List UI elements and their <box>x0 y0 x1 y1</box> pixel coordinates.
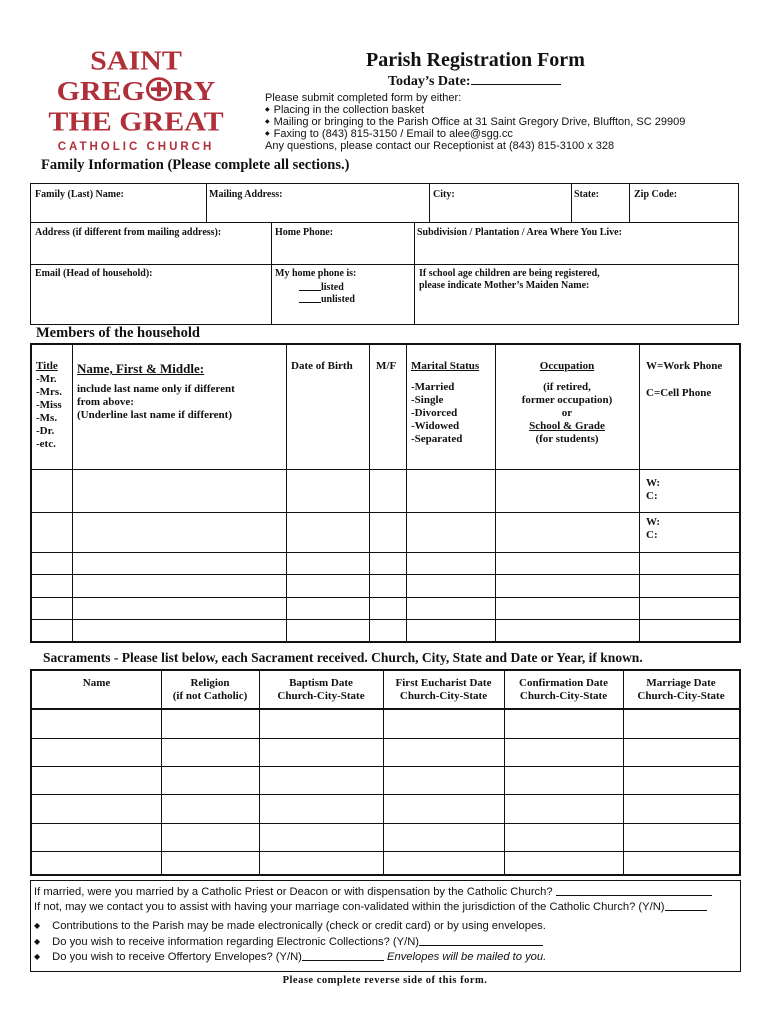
title-column-header <box>36 360 62 451</box>
divider <box>571 184 572 222</box>
marital-divorced: -Divorced <box>411 407 458 419</box>
sac-col-name-label: Name <box>82 677 111 689</box>
school-grade-label: School & Grade <box>529 420 605 432</box>
occ-note-1: (if retired, <box>543 381 591 393</box>
logo-text-greg: GREG <box>56 76 146 107</box>
title-opt-miss: -Miss <box>36 399 62 411</box>
title-opt-etc: -etc. <box>36 438 56 450</box>
household-table <box>30 343 741 643</box>
title-opt-mrs: -Mrs. <box>36 386 62 398</box>
sac-col-confirmation-l1: Confirmation Date <box>519 677 608 689</box>
divider <box>32 597 739 598</box>
reverse-side-note: Please complete reverse side of this form. <box>282 975 488 986</box>
name-note-1: include last name only if different <box>77 383 235 395</box>
alt-address-field[interactable]: Address (if different from mailing address): <box>35 227 222 238</box>
catholic-marriage-question[interactable] <box>34 885 712 898</box>
divider <box>32 574 739 575</box>
dob-column-header: Date of Birth <box>291 360 353 372</box>
b2-text: Do you wish to receive information regarding Electronic Collections? (Y/N) <box>52 936 420 948</box>
row2-work-label: W: <box>646 516 661 528</box>
divider <box>32 552 739 553</box>
zip-code-field[interactable]: Zip Code: <box>634 189 678 200</box>
sac-col-marriage-l2: Church-City-State <box>637 690 725 702</box>
marital-separated: -Separated <box>411 433 463 445</box>
row1-cell-label: C: <box>646 490 658 502</box>
date-label: Today’s Date: <box>388 74 471 89</box>
occ-note-2: former occupation) <box>521 394 613 406</box>
sac-col-baptism-l1: Baptism Date <box>289 677 353 689</box>
school-children-note: If school age children are being registered, <box>419 268 600 279</box>
state-field[interactable]: State: <box>574 189 599 200</box>
q2-text: If not, may we contact you to assist with having your marriage con-validated within the jurisdiction of the Catholic Church? (Y/N) <box>34 901 665 913</box>
sac-col-confirmation <box>504 677 623 703</box>
q2-blank[interactable] <box>665 900 707 911</box>
logo-line-saint: SAINT <box>90 45 182 76</box>
sac-col-baptism <box>259 677 383 703</box>
row1-work-label: W: <box>646 477 661 489</box>
listed-blank[interactable] <box>299 280 321 291</box>
home-phone-field[interactable]: Home Phone: <box>275 227 334 238</box>
marital-single: -Single <box>411 394 444 406</box>
title-opt-dr: -Dr. <box>36 425 55 437</box>
logo-line-catholic-church: CATHOLIC CHURCH <box>57 141 215 153</box>
convalidation-question[interactable] <box>34 900 707 913</box>
marital-widowed: -Widowed <box>411 420 460 432</box>
marital-options <box>411 381 462 446</box>
maiden-name-label: please indicate Mother’s Maiden Name: <box>419 280 590 291</box>
offertory-envelopes-question[interactable] <box>34 950 546 963</box>
row2-phone-cell[interactable] <box>646 516 660 542</box>
sac-col-confirmation-l2: Church-City-State <box>519 690 608 702</box>
divider <box>31 264 738 265</box>
maiden-name-field[interactable] <box>419 268 600 292</box>
sacraments-heading: Sacraments - Please list below, each Sacrament received. Church, City, State and Date or Year, if known. <box>43 650 643 665</box>
b2-blank[interactable] <box>419 935 543 946</box>
sac-col-marriage-l1: Marriage Date <box>646 677 716 689</box>
sac-col-eucharist <box>383 677 504 703</box>
divider <box>271 222 272 324</box>
subdivision-field[interactable]: Subdivision / Plantation / Area Where You Live: <box>417 227 622 238</box>
sac-col-name <box>32 677 161 690</box>
row1-phone-cell[interactable] <box>646 477 660 503</box>
divider <box>31 222 738 223</box>
name-column-header: Name, First & Middle: <box>77 361 205 376</box>
marital-married: -Married <box>411 381 455 393</box>
divider <box>414 222 415 324</box>
city-field[interactable]: City: <box>433 189 455 200</box>
sac-col-religion <box>161 677 259 703</box>
instruction-basket: ◆ Placing in the collection basket <box>265 104 685 116</box>
divider <box>32 738 739 739</box>
date-blank[interactable] <box>471 72 561 85</box>
sac-col-religion-l1: Religion <box>190 677 230 689</box>
divider <box>32 766 739 767</box>
for-students-label: (for students) <box>535 433 599 445</box>
occupation-note <box>495 381 639 446</box>
parish-logo <box>38 46 234 153</box>
q1-blank[interactable] <box>556 885 712 896</box>
divider <box>32 823 739 824</box>
name-note-2: from above: <box>77 396 134 408</box>
unlisted-option[interactable] <box>299 292 355 305</box>
logo-text-ry: RY <box>173 76 216 107</box>
divider <box>32 469 739 470</box>
cell-phone-legend: C=Cell Phone <box>646 387 712 399</box>
contributions-note: ◆ Contributions to the Parish may be made electronically (check or credit card) or by using envelopes. <box>34 920 546 932</box>
mf-column-header: M/F <box>376 360 397 372</box>
email-field[interactable]: Email (Head of household): <box>35 268 153 279</box>
instruction-questions: Any questions, please contact our Receptionist at (843) 815-3100 x 328 <box>265 140 615 152</box>
sac-col-baptism-l2: Church-City-State <box>277 690 365 702</box>
sac-col-marriage <box>623 677 739 703</box>
unlisted-blank[interactable] <box>299 292 321 303</box>
row2-cell-label: C: <box>646 529 658 541</box>
title-opt-ms: -Ms. <box>36 412 58 424</box>
q1-text: If married, were you married by a Catholic Priest or Deacon or with dispensation by the Catholic Church? <box>34 886 553 898</box>
divider <box>32 619 739 620</box>
sacraments-table <box>30 669 741 876</box>
divider <box>206 184 207 222</box>
sac-col-religion-l2: (if not Catholic) <box>172 690 248 702</box>
form-title: Parish Registration Form <box>366 49 585 71</box>
divider <box>32 794 739 795</box>
electronic-collections-question[interactable] <box>34 935 543 948</box>
b3-text: Do you wish to receive Offertory Envelopes? (Y/N) <box>52 951 302 963</box>
b3-blank[interactable] <box>302 950 384 961</box>
title-opt-mr: -Mr. <box>36 373 57 385</box>
instruction-fax-email: ◆ Faxing to (843) 815-3150 / Email to alee@sgg.cc <box>265 128 685 140</box>
listed-label: listed <box>321 282 344 293</box>
sac-col-eucharist-l2: Church-City-State <box>399 690 488 702</box>
occupation-column-header: Occupation <box>539 360 595 372</box>
phone-listing-label: My home phone is: <box>275 268 357 279</box>
divider <box>32 708 739 710</box>
divider <box>32 512 739 513</box>
instructions-intro: Please submit completed form by either: <box>265 92 462 104</box>
divider <box>629 184 630 222</box>
logo-line-gregory <box>38 77 234 106</box>
envelopes-mailed-note: Envelopes will be mailed to you. <box>387 951 547 963</box>
title-col-label: Title <box>36 360 58 372</box>
marital-column-header: Marital Status <box>411 360 480 372</box>
occ-note-3: or <box>561 407 573 419</box>
marriage-and-envelopes-box <box>30 880 741 972</box>
unlisted-label: unlisted <box>321 294 355 305</box>
work-phone-legend: W=Work Phone <box>646 360 723 372</box>
logo-line-the-great: THE GREAT <box>48 106 224 137</box>
sac-col-eucharist-l1: First Eucharist Date <box>395 677 492 689</box>
family-last-name-field[interactable]: Family (Last) Name: <box>35 189 124 200</box>
instruction-mail: ◆ Mailing or bringing to the Parish Office at 31 Saint Gregory Drive, Bluffton, SC 29909 <box>265 116 685 128</box>
family-info-heading: Family Information (Please complete all sections.) <box>41 157 350 173</box>
todays-date-field[interactable] <box>388 72 561 90</box>
divider <box>32 851 739 852</box>
mailing-address-field[interactable]: Mailing Address: <box>209 189 283 200</box>
divider <box>429 184 430 222</box>
cross-icon <box>146 77 172 101</box>
name-column-note <box>77 383 235 422</box>
household-heading: Members of the household <box>36 325 200 341</box>
submission-instructions <box>265 92 685 152</box>
name-note-3: (Underline last name if different) <box>77 409 232 421</box>
family-info-box <box>30 183 739 325</box>
